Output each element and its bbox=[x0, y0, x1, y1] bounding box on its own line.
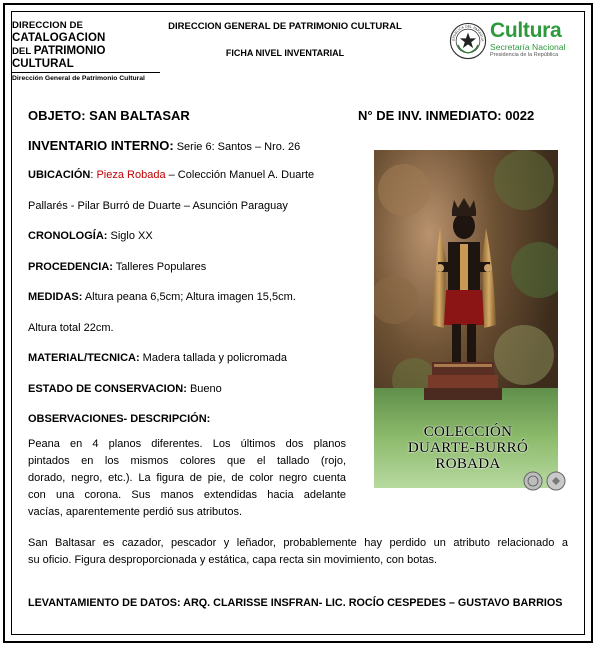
objeto-field: OBJETO: SAN BALTASAR bbox=[28, 108, 190, 123]
stolen-piece-label: Pieza Robada bbox=[96, 169, 166, 181]
cronologia-field: CRONOLOGÍA: Siglo XX bbox=[28, 230, 153, 242]
estado-field: ESTADO DE CONSERVACION: Bueno bbox=[28, 383, 222, 395]
catalog-logo-line2: DEL PATRIMONIO CULTURAL bbox=[12, 45, 160, 73]
header-title: DIRECCION GENERAL DE PATRIMONIO CULTURAL bbox=[168, 21, 402, 32]
inventory-number: N° DE INV. INMEDIATO: 0022 bbox=[358, 108, 535, 123]
observaciones-heading: OBSERVACIONES- DESCRIPCIÓN: bbox=[28, 413, 211, 425]
catalog-logo bbox=[12, 20, 160, 82]
ubicacion-line2: Pallarés - Pilar Burró de Duarte – Asunción Paraguay bbox=[28, 200, 288, 212]
cultura-presidencia: Presidencia de la República bbox=[490, 52, 559, 58]
inventario-interno-field: INVENTARIO INTERNO: Serie 6: Santos – Nro. 26 bbox=[28, 138, 301, 153]
seal-text: EPÚBLICA DEL PARAGUA bbox=[451, 24, 485, 42]
stolen-collection-stamp: COLECCIÓN DUARTE-BURRÓ ROBADA bbox=[407, 424, 529, 472]
stamp-badges-icon bbox=[522, 471, 568, 491]
cultura-logo bbox=[490, 20, 570, 59]
catalog-logo-line1: DIRECCION DE CATALOGACION bbox=[12, 20, 106, 44]
cultura-brand: Cultura bbox=[490, 19, 562, 42]
cultura-secretaria: Secretaría Nacional bbox=[490, 42, 566, 52]
national-seal-icon bbox=[449, 22, 487, 60]
catalog-logo-line3: Dirección General de Patrimonio Cultural bbox=[12, 75, 145, 82]
header-center bbox=[165, 21, 405, 58]
header-subtitle: FICHA NIVEL INVENTARIAL bbox=[225, 48, 345, 58]
ubicacion-field: UBICACIÓN: Pieza Robada – Colección Manuel A. Duarte bbox=[28, 169, 315, 181]
material-field: MATERIAL/TECNICA: Madera tallada y policromada bbox=[28, 352, 287, 364]
observaciones-paragraph-1: Peana en 4 planos diferentes. Los últimos dos planos pintados en los mismos colores que el tallado (rojo, dorado, negro, etc.). La figura de pie, de color negro cuenta con una corona. Sus manos extendidas hacia adelante vacías, aparentemente perdió sus atributos. bbox=[28, 438, 346, 518]
medidas-field: MEDIDAS: Altura peana 6,5cm; Altura imagen 15,5cm. bbox=[28, 291, 296, 303]
medidas-line2: Altura total 22cm. bbox=[28, 322, 114, 334]
observaciones-paragraph-2: San Baltasar es cazador, pescador y leñador, probablemente hay perdido un atributo relacionado a su oficio. Figura desproporcionada y estática, capa recta sin movimiento, con botas. bbox=[28, 537, 568, 566]
procedencia-field: PROCEDENCIA: Talleres Populares bbox=[28, 261, 207, 273]
levantamiento-field: LEVANTAMIENTO DE DATOS: ARQ. CLARISSE INSFRAN- LIC. ROCÍO CESPEDES – GUSTAVO BARRIOS bbox=[28, 597, 563, 609]
